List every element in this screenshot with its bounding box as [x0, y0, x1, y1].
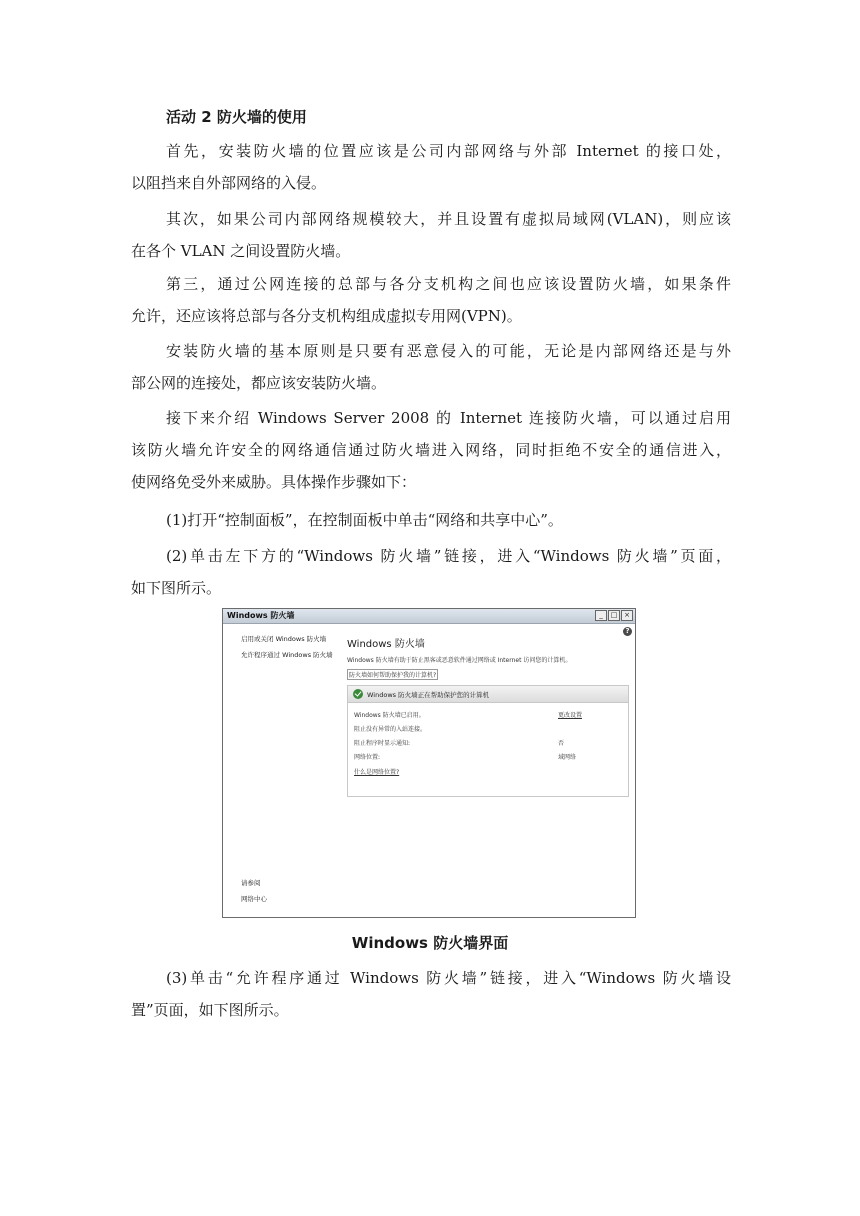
paragraph-8 — [131, 962, 731, 1026]
paragraph-2 — [131, 203, 731, 267]
text-line: (1)打开“控制面板”，在控制面板中单击“网络和共享中心”。 — [166, 511, 563, 529]
status-row-label: 网络位置: — [354, 754, 381, 761]
close-icon: × — [621, 610, 633, 621]
sidebar-link-network-center: 网络中心 — [241, 895, 267, 903]
text-line: 使网络免受外来威胁。具体操作步骤如下： — [131, 473, 417, 491]
firewall-window-screenshot — [222, 608, 636, 918]
paragraph-3 — [131, 268, 731, 332]
shield-check-icon — [353, 689, 363, 699]
status-panel — [347, 685, 629, 797]
main-description: Windows 防火墙有助于防止黑客或恶意软件通过网络或 Internet 访问您的计算机。 — [347, 657, 572, 664]
paragraph-5 — [131, 402, 731, 498]
window-sidebar — [223, 623, 341, 917]
text-line: (2)单击左下方的“Windows 防火墙”链接，进入“Windows 防火墙”页面， — [166, 547, 731, 565]
text-line: 置”页面，如下图所示。 — [131, 1001, 289, 1019]
change-settings-link: 更改设置 — [558, 712, 583, 719]
paragraph-6 — [131, 504, 731, 536]
text-line: 其次，如果公司内部网络规模较大，并且设置有虚拟局域网(VLAN)，则应该 — [166, 210, 731, 228]
section-heading: 活动 2 防火墙的使用 — [166, 108, 307, 126]
paragraph-7 — [131, 540, 731, 604]
sidebar-see-also: 请参阅 — [241, 879, 261, 887]
maximize-icon: □ — [608, 610, 620, 621]
help-icon: ? — [623, 627, 632, 636]
minimize-icon: _ — [595, 610, 607, 621]
window-titlebar — [223, 609, 635, 624]
figure-caption: Windows 防火墙界面 — [351, 934, 509, 952]
status-panel-header — [348, 686, 628, 703]
text-line: 接下来介绍 Windows Server 2008 的 Internet 连接防火墙，可以通过启用 — [166, 409, 731, 427]
window-controls — [594, 610, 633, 621]
text-line: 允许，还应该将总部与各分支机构组成虚拟专用网(VPN)。 — [131, 307, 522, 325]
status-row-label: Windows 防火墙已启用。 — [354, 712, 425, 719]
text-line: (3)单击“允许程序通过 Windows 防火墙”链接，进入“Windows 防火墙设 — [166, 969, 731, 987]
text-line: 第三，通过公网连接的总部与各分支机构之间也应该设置防火墙，如果条件 — [166, 275, 731, 293]
text-line: 安装防火墙的基本原则是只要有恶意侵入的可能，无论是内部网络还是与外 — [166, 342, 731, 360]
sidebar-link-toggle-firewall: 启用或关闭 Windows 防火墙 — [241, 635, 327, 643]
sidebar-link-allow-program: 允许程序通过 Windows 防火墙 — [241, 651, 333, 659]
window-title: Windows 防火墙 — [227, 611, 295, 620]
text-line: 在各个 VLAN 之间设置防火墙。 — [131, 242, 351, 260]
status-header-text: Windows 防火墙正在帮助保护您的计算机 — [367, 691, 490, 699]
help-link: 防火墙如何帮助保护我的计算机? — [347, 669, 438, 680]
text-line: 以阻挡来自外部网络的入侵。 — [131, 174, 327, 192]
paragraph-1 — [131, 135, 731, 199]
paragraph-4 — [131, 335, 731, 399]
status-row-label: 阻止没有异常的入站连接。 — [354, 726, 427, 733]
network-location-link: 什么是网络位置? — [354, 769, 400, 776]
text-line: 如下图所示。 — [131, 579, 222, 597]
status-row-value: 否 — [558, 740, 565, 747]
text-line: 首先，安装防火墙的位置应该是公司内部网络与外部 Internet 的接口处， — [166, 142, 731, 160]
window-main — [347, 623, 635, 917]
main-title: Windows 防火墙 — [347, 639, 425, 650]
text-line: 该防火墙允许安全的网络通信通过防火墙进入网络，同时拒绝不安全的通信进入， — [131, 441, 731, 459]
text-line: 部公网的连接处，都应该安装防火墙。 — [131, 374, 387, 392]
status-row-label: 阻止程序时显示通知: — [354, 740, 411, 747]
status-row-value: 域网络 — [558, 754, 577, 761]
